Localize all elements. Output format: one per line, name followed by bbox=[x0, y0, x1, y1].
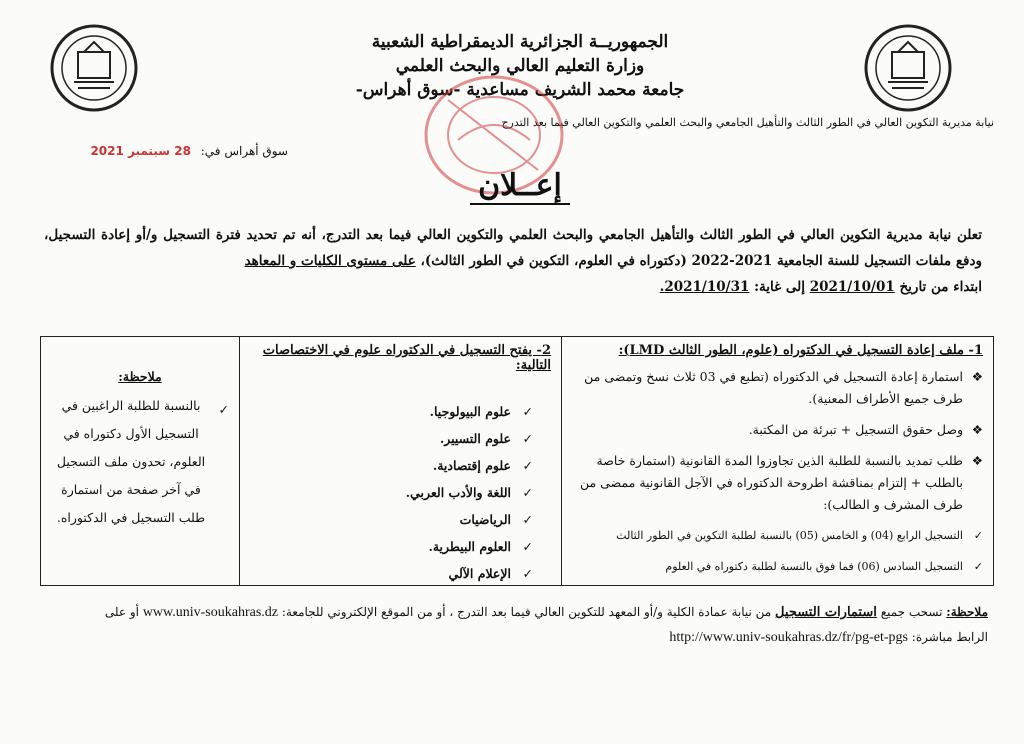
list-item: ✓ علوم التسيير. bbox=[439, 431, 533, 446]
list-item: ✓ الرياضيات bbox=[459, 512, 533, 527]
list-item: ✓ علوم إقتصادية. bbox=[432, 458, 533, 473]
intro-text: تعلن نيابة مديرية التكوين العالي في الطور الثالث والتأهيل الجامعي والبحث العلمي والتكوين العالي فيما بعد التدرج، أنه تم تحديد فترة التسجيل و/أو إعادة التسجيل، ودفع ملفات التسجيل للسنة الجامعية 2021-2022 (دكتوراه في العلوم، التكوين في الطور الثالث)، bbox=[44, 227, 982, 269]
check-icon: ✓ bbox=[522, 566, 533, 581]
specialties-list bbox=[250, 403, 551, 582]
university-logo-icon bbox=[862, 22, 954, 114]
title-text: إعــلان bbox=[470, 168, 570, 205]
republic-name: الجمهوريــة الجزائرية الديمقراطية الشعبية bbox=[371, 32, 669, 52]
info-table bbox=[40, 336, 994, 586]
list-subitem: ✓ التسجيل السادس (06) فما فوق بالنسبة لطلبة دكتوراه في العلوم bbox=[572, 556, 983, 578]
reregistration-section bbox=[561, 337, 993, 585]
intro-to-label: إلى غاية: bbox=[754, 279, 806, 295]
footer-note bbox=[48, 600, 988, 650]
date-line bbox=[90, 144, 288, 158]
section1-title: 1- ملف إعادة التسجيل في الدكتوراه (علوم، الطور الثالث LMD): bbox=[618, 343, 983, 358]
direct-link[interactable]: http://www.univ-soukahras.dz/fr/pg-et-pgs bbox=[669, 630, 908, 645]
list-item: ✓ الإعلام الآلي bbox=[448, 566, 533, 581]
list-item: ❖ وصل حقوق التسجيل + تبرئة من المكتبة. bbox=[572, 419, 983, 441]
check-icon: ✓ bbox=[522, 539, 533, 554]
footer-text: أو على bbox=[104, 605, 139, 619]
footer-label: ملاحظة: bbox=[946, 605, 988, 619]
intro-location: على مستوى الكليات و المعاهد bbox=[244, 253, 416, 269]
start-date: 2021/10/01 bbox=[809, 279, 895, 295]
note-body: ✓ بالنسبة للطلبة الراغبين في التسجيل الأول دكتوراه في العلوم، تحدون ملف التسجيل في آخر صفحة من استمارة طلب التسجيل في الدكتوراه. bbox=[56, 398, 229, 525]
ministry-name: وزارة التعليم العالي والبحث العلمي bbox=[395, 56, 645, 76]
list-item: ✓ اللغة والأدب العربي. bbox=[405, 485, 533, 500]
check-icon: ✓ bbox=[522, 431, 533, 446]
list-item: ❖ طلب تمديد بالنسبة للطلبة الذين تجاوزوا المدة القانونية (استمارة خاصة بالطلب + إلتزام بمناقشة اطروحة الدكتوراه في الآجل القانونية ممضى من طرف المشرف و الطالب): bbox=[572, 450, 983, 516]
list-item: ✓ العلوم البيطرية. bbox=[428, 539, 533, 554]
directorate-line: نيابة مديرية التكوين العالي في الطور الثالث والتأهيل الجامعي والبحث العلمي والتكوين العالي فيما بعد التدرج bbox=[501, 116, 994, 129]
check-icon: ✓ bbox=[522, 512, 533, 527]
diamond-bullet-icon: ❖ bbox=[971, 422, 983, 437]
intro-from-label: ابتداء من تاريخ bbox=[899, 279, 982, 295]
specialties-section bbox=[239, 337, 561, 585]
announcement-body bbox=[44, 222, 982, 300]
diamond-bullet-icon: ❖ bbox=[971, 369, 983, 384]
announcement-title bbox=[440, 168, 600, 203]
forms-label: استمارات التسجيل bbox=[775, 605, 877, 620]
university-logo-icon bbox=[48, 22, 140, 114]
note-title: ملاحظة: bbox=[118, 369, 162, 384]
university-website-link[interactable]: www.univ-soukahras.dz bbox=[142, 605, 278, 620]
date-value: 28 سبتمبر 2021 bbox=[90, 144, 191, 158]
end-date: 2021/10/31. bbox=[659, 279, 750, 295]
university-name: جامعة محمد الشريف مساعدية -سوق أهراس- bbox=[355, 80, 685, 100]
check-icon: ✓ bbox=[973, 529, 983, 542]
list-item: ❖ استمارة إعادة التسجيل في الدكتوراه (تطبع في 03 ثلاث نسخ وتمضى من طرف جميع الأطراف المعنية). bbox=[572, 366, 983, 410]
diamond-bullet-icon: ❖ bbox=[971, 453, 983, 468]
check-icon: ✓ bbox=[522, 485, 533, 500]
footer-text: تسحب جميع bbox=[880, 605, 943, 619]
section2-title: 2- يفتح التسجيل في الدكتوراه علوم في الاختصاصات التالية: bbox=[262, 343, 551, 373]
note-section bbox=[41, 337, 239, 585]
footer-text: من نيابة عمادة الكلية و/أو المعهد للتكوين العالي فيما بعد التدرج ، أو من الموقع الإلكتروني للجامعة: bbox=[281, 605, 772, 619]
date-label: سوق أهراس في: bbox=[200, 144, 288, 158]
check-icon: ✓ bbox=[218, 402, 229, 417]
check-icon: ✓ bbox=[973, 560, 983, 573]
list-subitem: ✓ التسجيل الرابع (04) و الخامس (05) بالنسبة لطلبة التكوين في الطور الثالث bbox=[572, 525, 983, 547]
list-item: ✓ علوم البيولوجيا. bbox=[429, 404, 533, 419]
check-icon: ✓ bbox=[522, 458, 533, 473]
section1-list bbox=[572, 366, 983, 578]
check-icon: ✓ bbox=[522, 404, 533, 419]
direct-link-label: الرابط مباشرة: bbox=[911, 630, 988, 644]
